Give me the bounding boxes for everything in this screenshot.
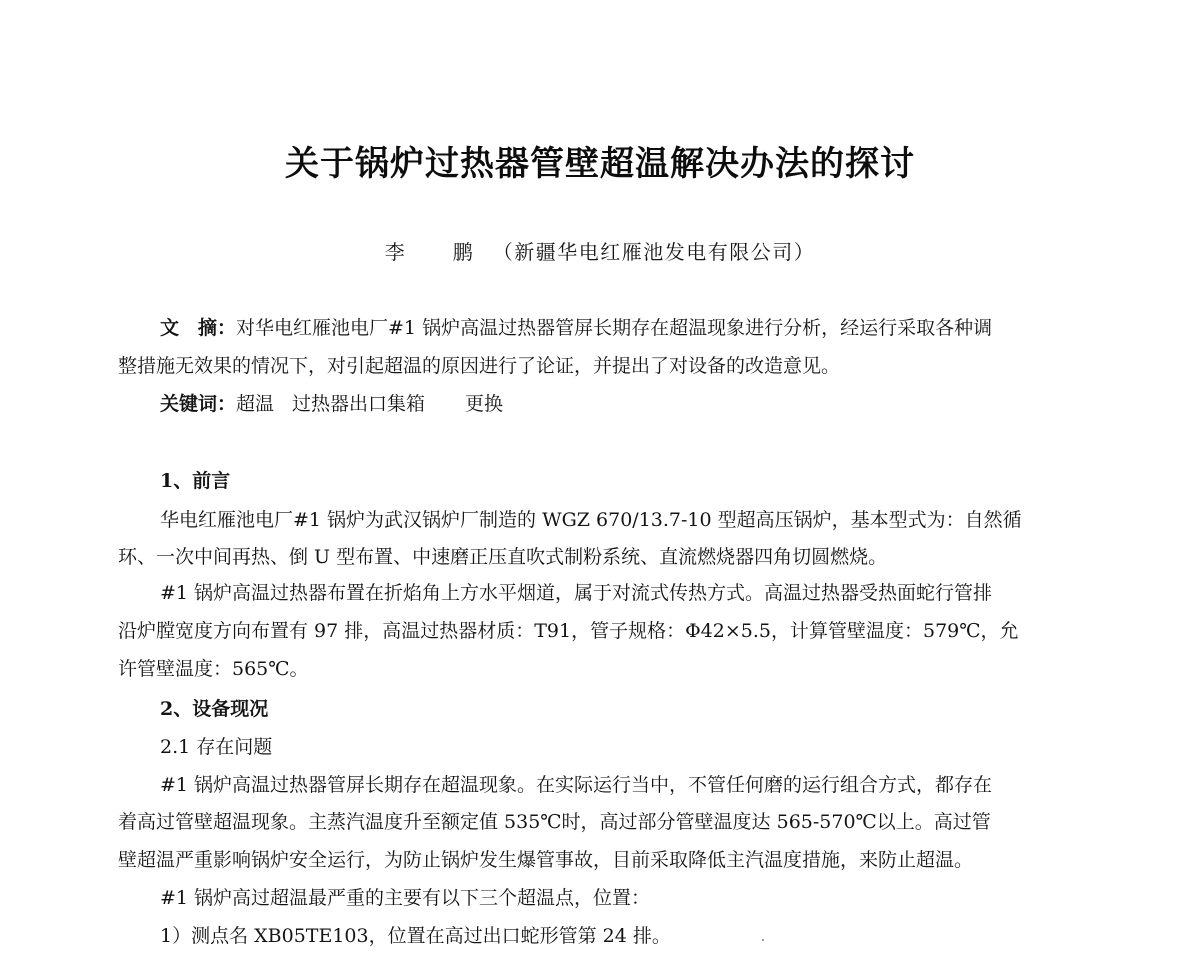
author-name: 李 鹏 [384,240,487,264]
author-affiliation: （新疆华电红雁池发电有限公司） [492,240,816,264]
section-1-para-1-line-1: 华电红雁池电厂#1 锅炉为武汉锅炉厂制造的 WGZ 670/13.7-10 型超高压锅炉，基本型式为：自然循 [160,509,1022,531]
section-2-para-1-line-3: 壁超温严重影响锅炉安全运行，为防止锅炉发生爆管事故，目前采取降低主汽温度措施，来防止超温。 [118,849,974,871]
scan-speck [762,939,764,941]
abstract-line-2: 整措施无效果的情况下，对引起超温的原因进行了论证，并提出了对设备的改造意见。 [118,355,841,377]
abstract-label: 文 摘： [160,317,237,339]
keyword-1: 超温 [236,393,275,415]
section-2-para-2-line-1: #1 锅炉高过超温最严重的主要有以下三个超温点，位置： [160,887,651,909]
author-line [0,236,1200,265]
keyword-2: 过热器出口集箱 [292,393,426,415]
section-2-item-1: 1）测点名 XB05TE103，位置在高过出口蛇形管第 24 排。 [160,925,671,947]
section-1-para-2-line-3: 许管壁温度：565℃。 [118,658,309,680]
abstract-text-1: 对华电红雁池电厂#1 锅炉高温过热器管屏长期存在超温现象进行分析，经运行采取各种调 [236,317,993,339]
section-1-para-2-line-2: 沿炉膛宽度方向布置有 97 排，高温过热器材质：T91，管子规格：Φ42×5.5，计算管壁温度：579℃，允 [118,620,1019,642]
abstract-line-1 [160,313,1078,343]
section-1-para-2-line-1: #1 锅炉高温过热器布置在折焰角上方水平烟道，属于对流式传热方式。高温过热器受热面蛇行管排 [160,582,993,604]
section-2-para-1-line-1: #1 锅炉高温过热器管屏长期存在超温现象。在实际运行当中，不管任何磨的运行组合方式，都存在 [160,774,993,796]
keywords-label: 关键词： [160,393,237,415]
section-2-para-1-line-2: 着高过管壁超温现象。主蒸汽温度升至额定值 535℃时，高过部分管壁温度达 565-570℃以上。高过管 [118,811,991,833]
keyword-3: 更换 [465,393,504,415]
section-2-heading: 2、设备现况 [160,698,269,720]
section-1-para-1-line-2: 环、一次中间再热、倒 U 型布置、中速磨正压直吹式制粉系统、直流燃烧器四角切圆燃烧。 [118,546,888,568]
paper-title: 关于锅炉过热器管壁超温解决办法的探讨 [285,144,915,184]
keywords-line [160,389,1078,419]
section-2-1-heading: 2.1 存在问题 [160,736,273,758]
section-1-heading: 1、前言 [160,470,231,492]
